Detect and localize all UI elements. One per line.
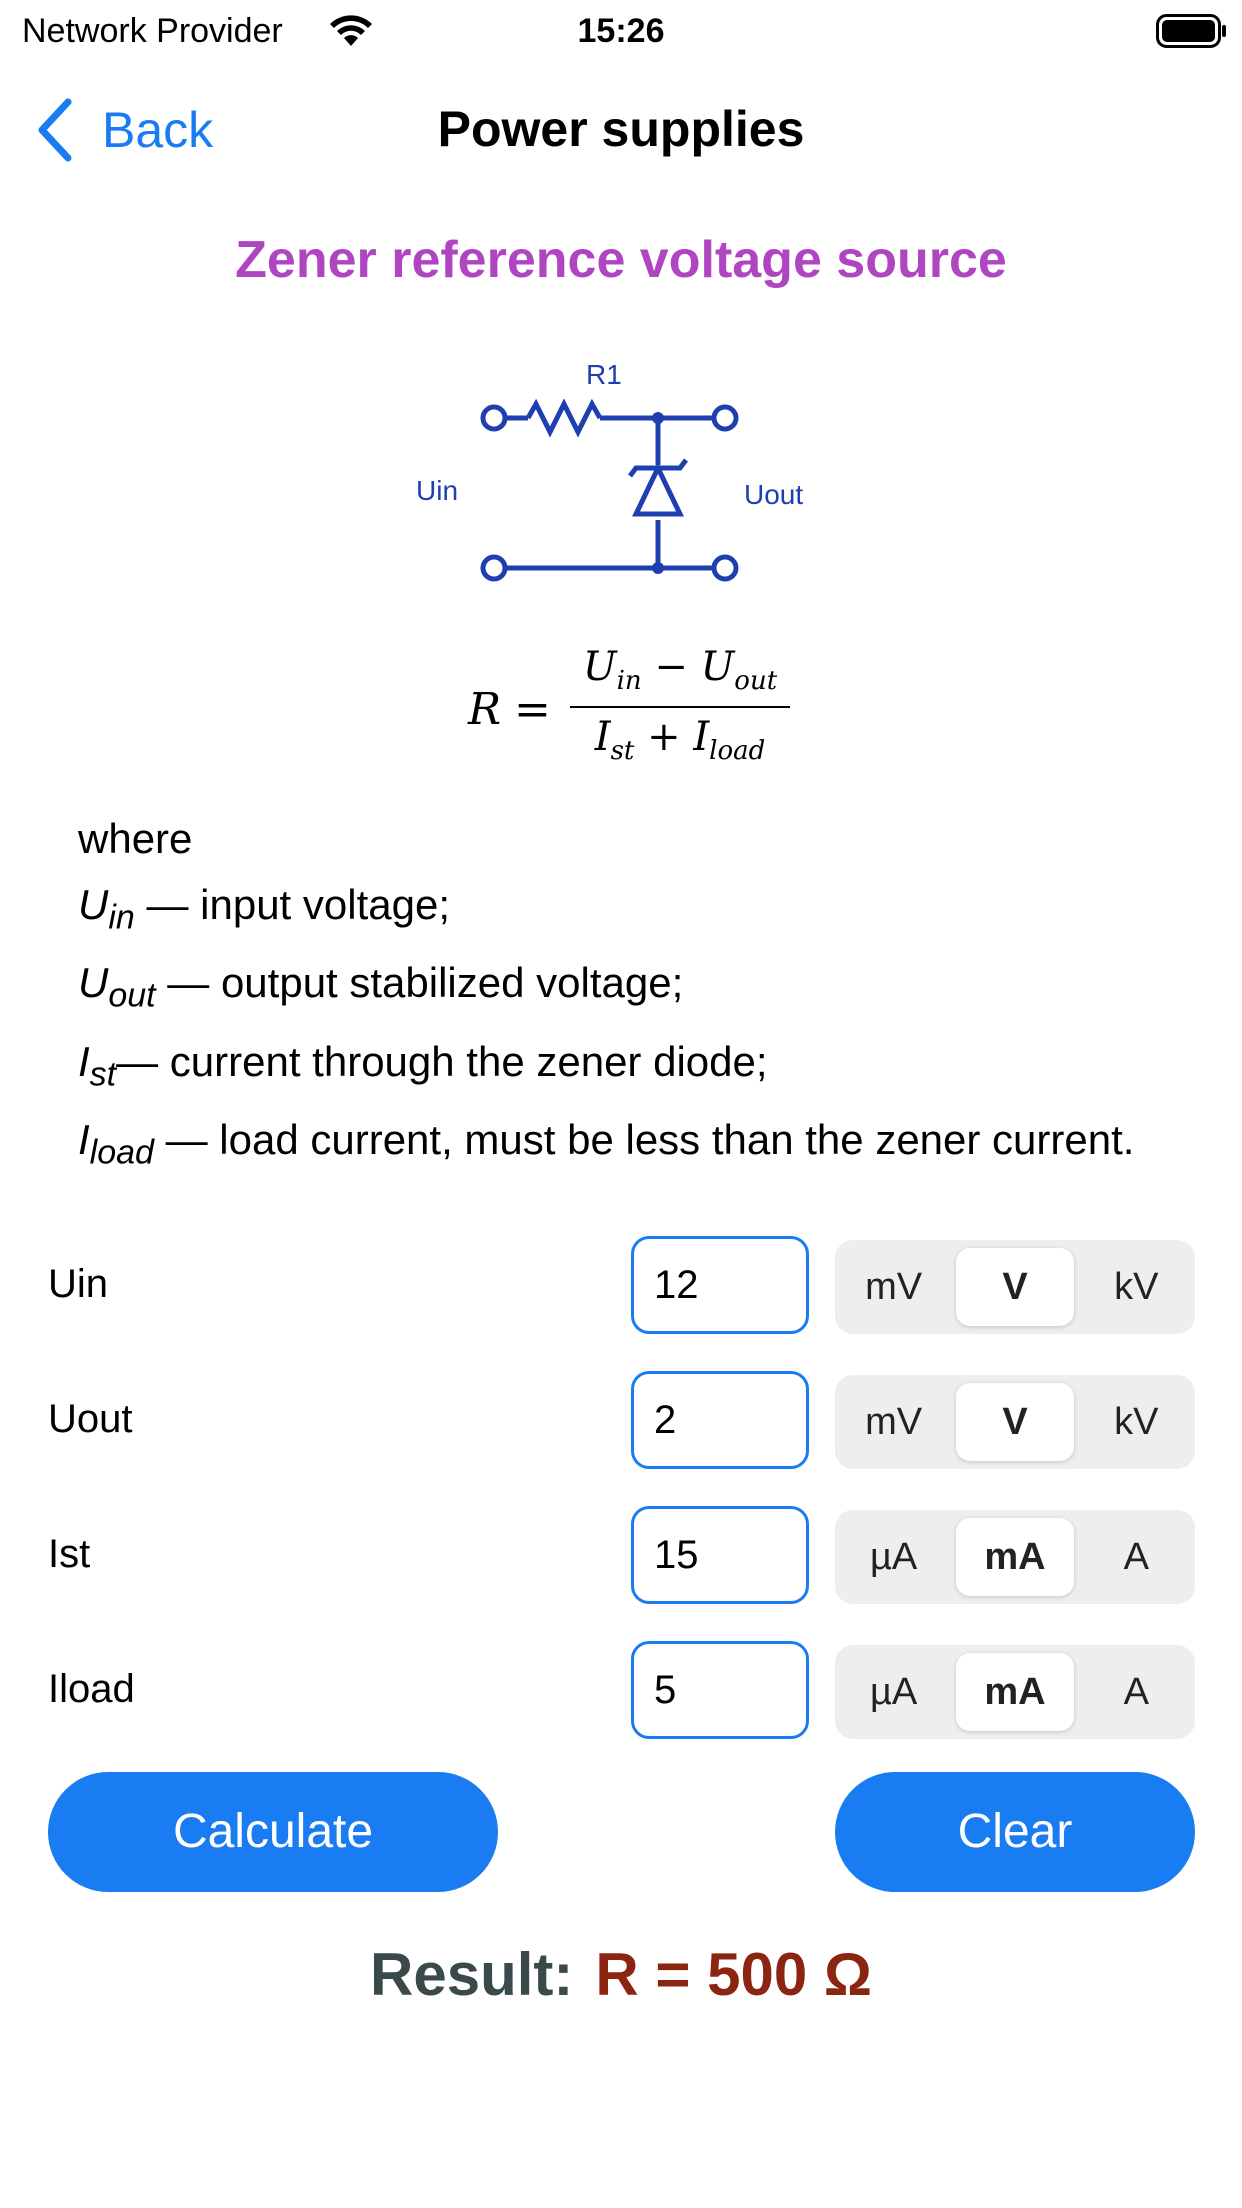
iload-var: I (78, 1116, 90, 1164)
uin-var: U (78, 881, 109, 928)
formula-i-st: I (594, 714, 611, 760)
input-terminal-label: Uin (416, 475, 459, 506)
uin-label: Uin (48, 1262, 109, 1306)
uout-var: U (78, 959, 109, 1007)
unit-option[interactable]: mV (865, 1401, 923, 1443)
uin-line (78, 872, 1178, 950)
formula-sub-st: st (610, 736, 635, 766)
uin-text: — input voltage; (134, 881, 450, 928)
uout-label: Uout (48, 1397, 133, 1441)
formula-u-in: U (582, 644, 617, 690)
iload-text: — load current, must be less than the zener current. (153, 1116, 1135, 1164)
uout-text: — output stabilized voltage; (155, 959, 684, 1007)
status-bar (0, 0, 1242, 60)
unit-option[interactable]: µA (870, 1536, 918, 1578)
unit-option-selected[interactable]: V (956, 1383, 1073, 1461)
ist-row (0, 1506, 1242, 1606)
formula-sub-out: out (734, 666, 778, 696)
unit-option[interactable]: kV (1114, 1266, 1159, 1308)
unit-option-selected[interactable]: mA (956, 1518, 1073, 1596)
unit-option-selected[interactable]: mA (956, 1653, 1073, 1731)
ist-input[interactable]: 15 (631, 1506, 809, 1604)
zener-circuit-diagram (400, 350, 840, 600)
resistance-formula (460, 640, 800, 770)
iload-line (78, 1107, 1178, 1185)
uout-row (0, 1371, 1242, 1471)
page-title: Power supplies (437, 101, 805, 157)
where-line: where (78, 815, 193, 862)
unit-option-selected[interactable]: V (956, 1248, 1073, 1326)
fraction-bar (570, 706, 790, 708)
iload-input[interactable]: 5 (631, 1641, 809, 1739)
uin-input[interactable]: 12 (631, 1236, 809, 1334)
formula-plus: + (634, 714, 694, 760)
uin-unit-selector[interactable] (835, 1240, 1195, 1334)
formula-denominator (570, 714, 790, 766)
ist-text: — current through the zener diode; (116, 1037, 768, 1085)
result-label: Result: (370, 1941, 574, 2008)
section-heading: Zener reference voltage source (235, 231, 1007, 289)
ist-label: Ist (48, 1532, 91, 1576)
formula-sub-in: in (616, 666, 642, 696)
clock: 15:26 (577, 12, 665, 50)
unit-option[interactable]: mV (865, 1266, 923, 1308)
unit-option[interactable]: A (1123, 1671, 1149, 1713)
ist-line (78, 1029, 1178, 1107)
iload-label: Iload (48, 1667, 135, 1711)
ist-unit-selector[interactable] (835, 1510, 1195, 1604)
formula-u-out: U (700, 644, 735, 690)
formula-lhs: R (468, 684, 502, 735)
formula-equals: = (514, 684, 551, 735)
back-label: Back (102, 102, 214, 158)
iload-sub: load (89, 1133, 154, 1172)
formula-sub-load: load (709, 736, 766, 766)
calculate-button[interactable]: Calculate (48, 1772, 498, 1892)
result-value: R = 500 Ω (595, 1941, 872, 2008)
output-terminal-label: Uout (744, 479, 804, 510)
formula-numerator (570, 644, 790, 696)
navigation-bar (0, 80, 1242, 180)
ist-var: I (78, 1037, 90, 1085)
result-display (0, 1940, 1242, 2009)
uout-input[interactable]: 2 (631, 1371, 809, 1469)
unit-option[interactable]: kV (1114, 1401, 1159, 1443)
resistor-label: R1 (586, 359, 622, 390)
iload-row (0, 1641, 1242, 1741)
formula-i-load: I (693, 714, 710, 760)
uout-line (78, 950, 1178, 1028)
clear-button[interactable]: Clear (835, 1772, 1195, 1892)
unit-option[interactable]: µA (870, 1671, 918, 1713)
variable-explanation (78, 806, 1178, 1186)
formula-minus: − (641, 644, 701, 690)
battery-icon (1156, 14, 1228, 48)
unit-option[interactable]: A (1123, 1536, 1149, 1578)
uout-unit-selector[interactable] (835, 1375, 1195, 1469)
uin-row (0, 1236, 1242, 1336)
carrier-label: Network Provider (22, 12, 283, 50)
uin-sub: in (108, 898, 135, 937)
uout-sub: out (108, 976, 156, 1015)
iload-unit-selector[interactable] (835, 1645, 1195, 1739)
ist-sub: st (89, 1055, 117, 1094)
